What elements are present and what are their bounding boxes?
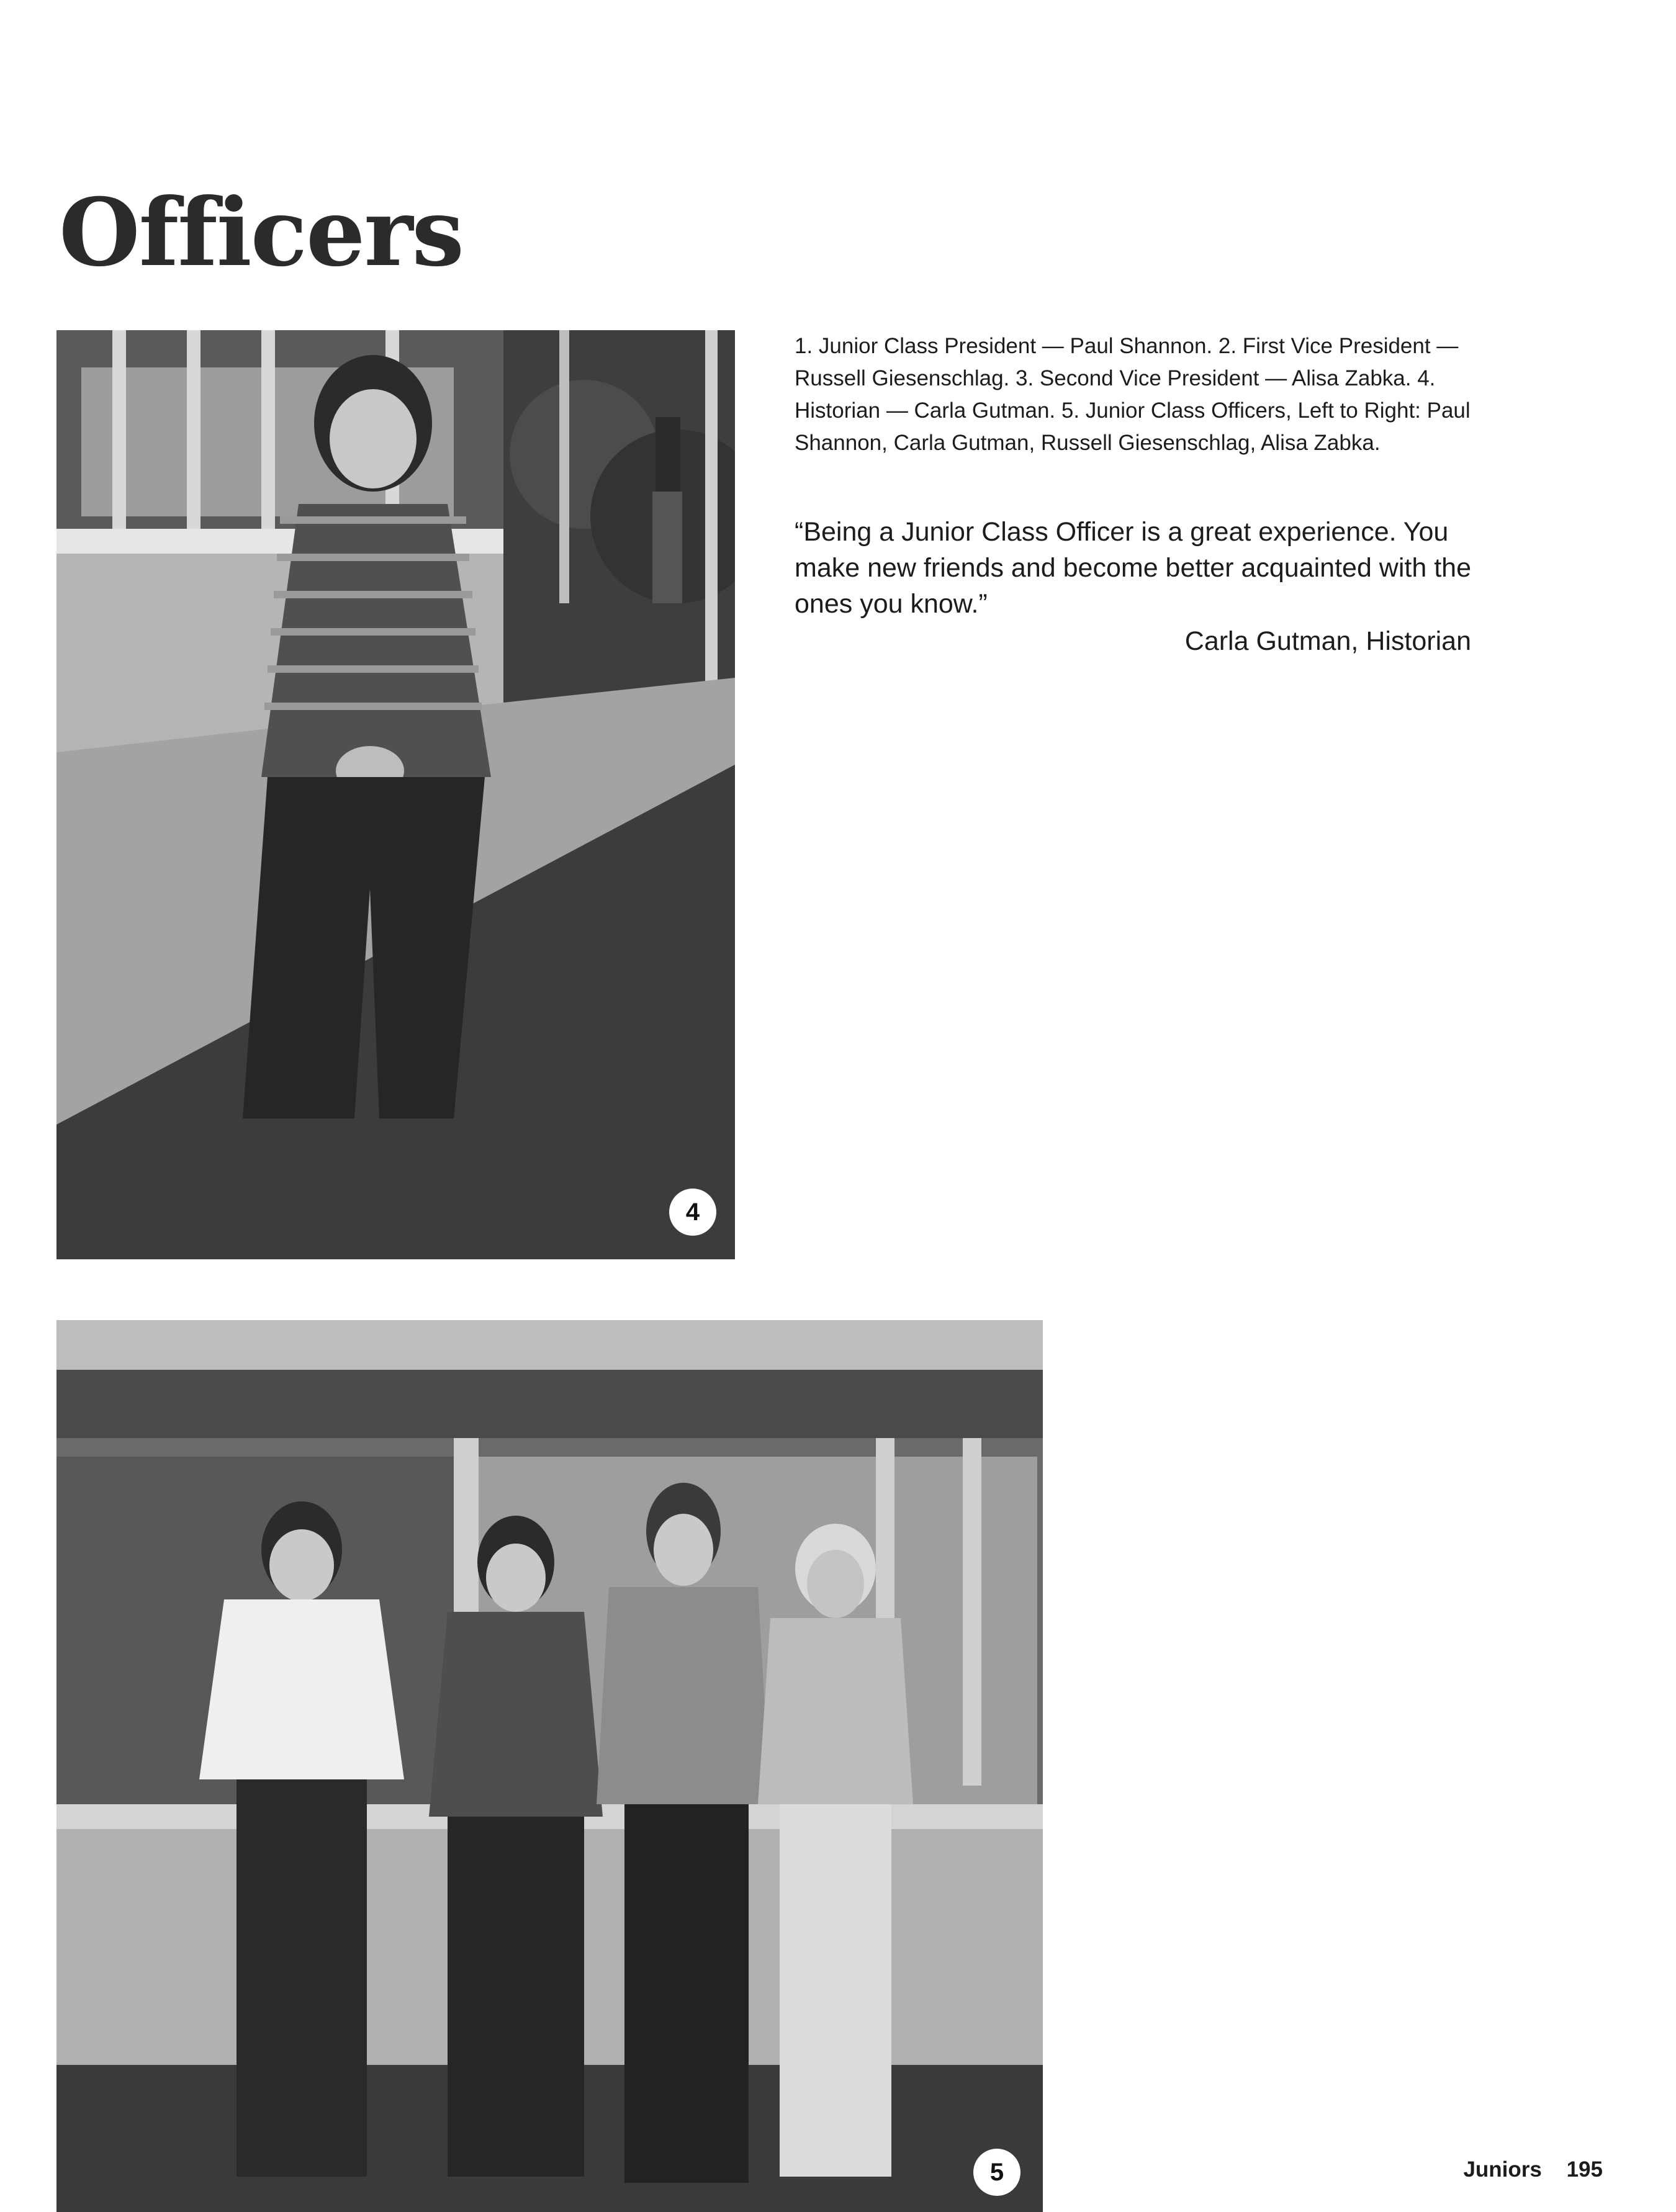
photo-caption: 1. Junior Class President — Paul Shannon. 2. First Vice President — Russell Giesenschlag. 3. Second Vice President — Alisa Zabka. 4. Historian — Carla Gutman. 5. Junior Class Officers, Left to Right: Paul Shannon, Carla Gutman, Russell Giesenschlag, Alisa Zabka. (795, 334, 1471, 455)
page-footer (1463, 2157, 1603, 2182)
photo-historian-image (56, 330, 735, 1259)
photo-group-officers-image (56, 1320, 1043, 2212)
quote-attribution: Carla Gutman, Historian (1184, 626, 1471, 656)
footer-section-name: Juniors (1463, 2157, 1542, 2182)
page-number: 195 (1566, 2157, 1603, 2182)
page-title: Officers (59, 178, 463, 287)
photo-number-badge: 5 (973, 2149, 1020, 2196)
photo-number-badge: 4 (669, 1189, 716, 1236)
photo-group-officers (56, 1320, 1043, 2212)
photo-historian (56, 330, 735, 1259)
officer-quote: “Being a Junior Class Officer is a great experience. You make new friends and become better acquainted with the ones you know.” (795, 517, 1471, 619)
